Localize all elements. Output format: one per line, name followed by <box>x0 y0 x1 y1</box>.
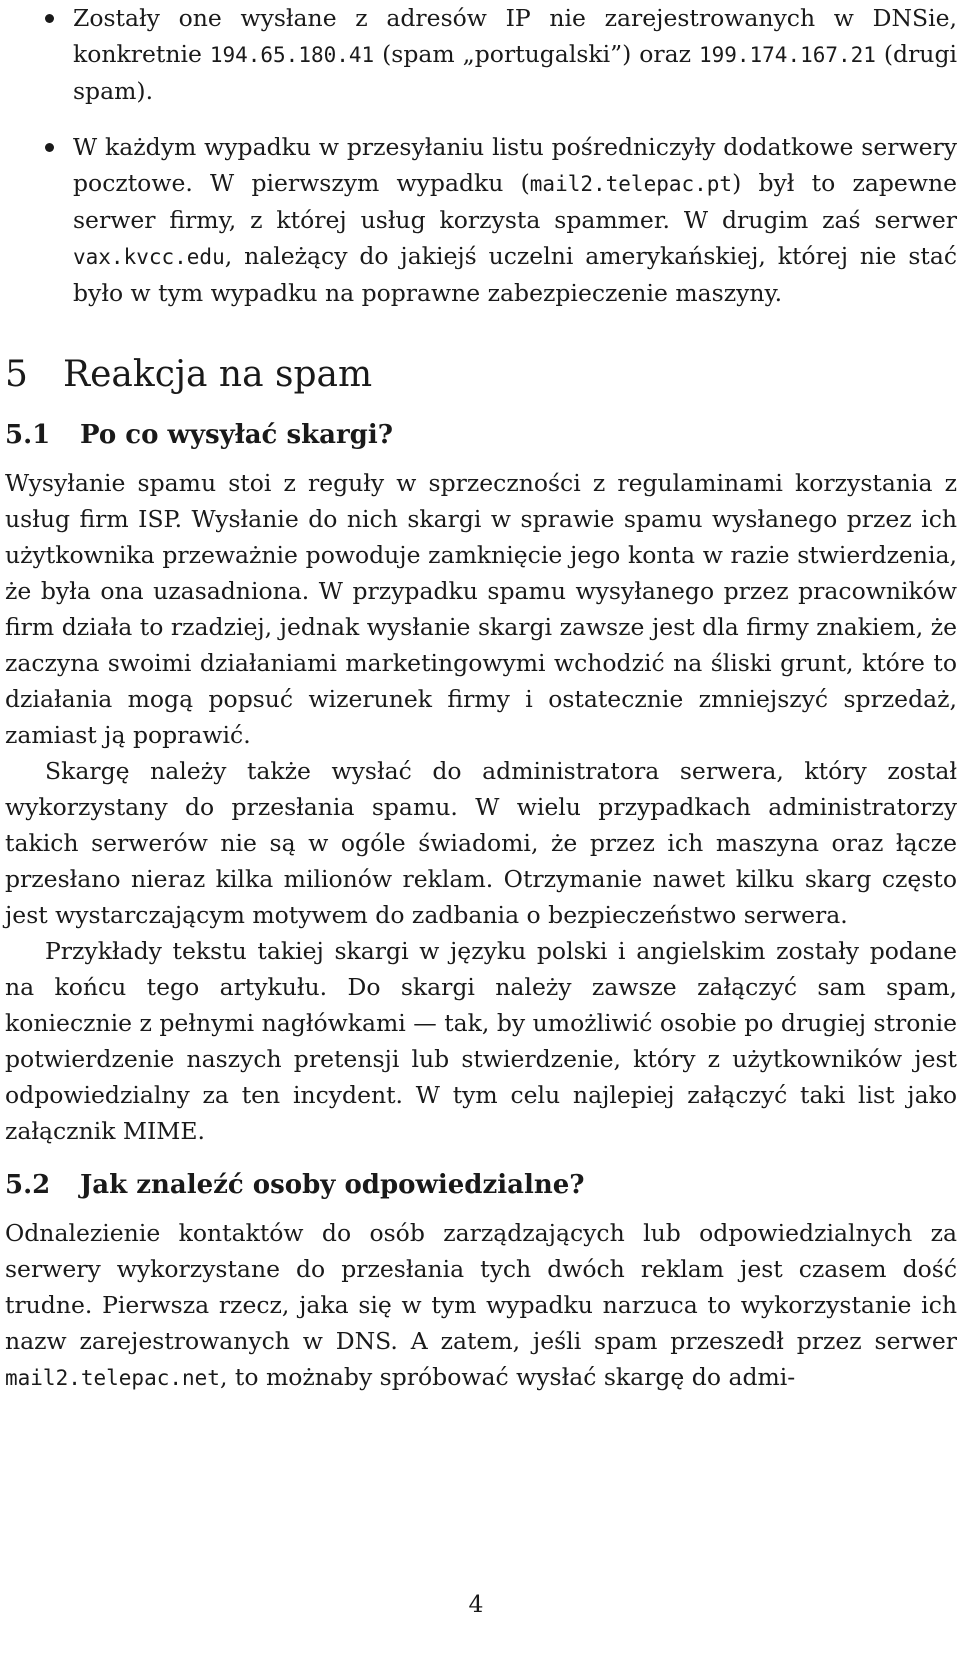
bullet-list <box>5 0 957 311</box>
text-run: (spam „portugalski”) oraz <box>374 40 699 68</box>
bullet-text <box>73 4 957 105</box>
page-number: 4 <box>468 1590 484 1618</box>
bullet-dot-icon <box>45 14 54 23</box>
section-heading <box>5 351 957 399</box>
bullet-item-relay-servers <box>5 129 957 311</box>
subsection-heading <box>5 1165 957 1205</box>
paragraph: Wysyłanie spamu stoi z reguły w sprzeczności z regulaminami korzystania z usług firm ISP. Wysłanie do nich skargi w sprawie spamu wysłanego przez ich użytkownika przeważnie powoduje zamknięcie jego konta w razie stwierdzenia, że była ona uzasadniona. W przypadku spamu wysyłanego przez pracowników firm działa to rzadziej, jednak wysłanie skargi zawsze jest dla firmy znakiem, że zaczyna swoimi działaniami marketingowymi wchodzić na śliski grunt, które to działania mogą popsuć wizerunek firmy i ostatecznie zmniejszyć sprzedaż, zamiast ją poprawić. <box>5 469 957 749</box>
ip-address: 194.65.180.41 <box>209 43 375 67</box>
subsection-title: Po co wysyłać skargi? <box>80 420 393 450</box>
section-number: 5 <box>5 354 28 395</box>
section-title: Reakcja na spam <box>63 354 373 395</box>
text-run: Zostały one wysłane z adresów IP nie zarejestrowanych w DNSie, konkretnie <box>73 4 957 68</box>
bullet-item-ip-addresses <box>5 0 957 109</box>
text-run: (drugi spam). <box>73 40 958 105</box>
text-run: , należący do jakiejś uczelni amerykańskiej, której nie stać było w tym wypadku na poprawne zabezpieczenie maszyny. <box>73 242 957 307</box>
hostname: mail2.telepac.net <box>5 1366 220 1390</box>
text-run: W każdym wypadku w przesyłaniu listu pośredniczyły dodatkowe serwery pocztowe. W pierwszym wypadku ( <box>73 133 957 197</box>
text-run: , to możnaby spróbować wysłać skargę do admi- <box>219 1363 796 1391</box>
paragraph <box>5 1215 957 1396</box>
bullet-dot-icon <box>45 143 54 152</box>
paragraph: Przykłady tekstu takiej skargi w języku polski i angielskim zostały podane na końcu tego artykułu. Do skargi należy zawsze załączyć sam spam, koniecznie z pełnymi nagłówkami — tak, by umożliwić osobie po drugiej stronie potwierdzenie naszych pretensji lub stwierdzenie, który z użytkowników jest odpowiedzialny za ten incydent. W tym celu najlepiej załączyć taki list jako załącznik MIME. <box>5 937 957 1145</box>
subsection-heading <box>5 415 957 455</box>
subsection-title: Jak znaleźć osoby odpowiedzialne? <box>80 1170 585 1200</box>
document-page <box>5 0 957 1396</box>
text-run: ) był to zapewne serwer firmy, z której usług korzysta spammer. W drugim zaś serwer <box>73 169 957 234</box>
subsection-number: 5.1 <box>5 420 51 450</box>
paragraph: Skargę należy także wysłać do administratora serwera, który został wykorzystany do przesłania spamu. W wielu przypadkach administratorzy takich serwerów nie są w ogóle świadomi, że przez ich maszyna oraz łącze przesłano nieraz kilka milionów reklam. Otrzymanie nawet kilku skarg często jest wystarczającym motywem do zadbania o bezpieczeństwo serwera. <box>5 757 957 929</box>
ip-address: 199.174.167.21 <box>698 43 876 67</box>
subsection-number: 5.2 <box>5 1170 51 1200</box>
text-run: Odnalezienie kontaktów do osób zarządzających lub odpowiedzialnych za serwery wykorzystane do przesłania tych dwóch reklam jest czasem dość trudne. Pierwsza rzecz, jaka się w tym wypadku narzuca to wykorzystanie ich nazw zarejestrowanych w DNS. A zatem, jeśli spam przeszedł przez serwer <box>5 1219 957 1355</box>
hostname: mail2.telepac.pt <box>529 172 733 196</box>
bullet-text <box>73 133 957 307</box>
hostname: vax.kvcc.edu <box>73 245 225 269</box>
